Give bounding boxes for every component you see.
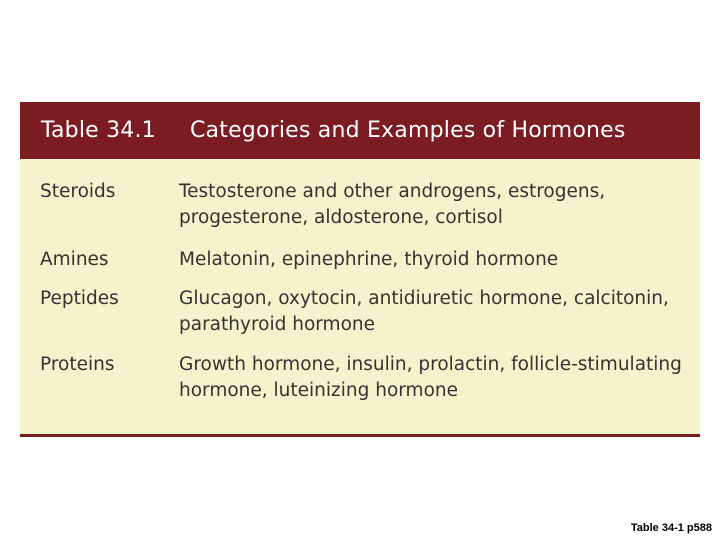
hormone-table [20, 102, 700, 437]
table-row-proteins [40, 352, 694, 404]
row-examples: Testosterone and other androgens, estrogens, progesterone, aldosterone, cortisol [179, 181, 606, 228]
table-header [20, 102, 700, 159]
slide-caption: Table 34-1 p588 [630, 522, 712, 534]
row-category: Proteins [40, 354, 115, 375]
row-category: Amines [40, 249, 109, 270]
row-category: Steroids [40, 181, 116, 202]
table-row-peptides [40, 286, 694, 338]
row-category: Peptides [40, 288, 119, 309]
row-examples: Growth hormone, insulin, prolactin, follicle-stimulating hormone, luteinizing hormone [179, 354, 682, 401]
row-examples: Glucagon, oxytocin, antidiuretic hormone, calcitonin, parathyroid hormone [179, 288, 669, 335]
table-number: Table 34.1 [41, 118, 156, 143]
table-title: Categories and Examples of Hormones [190, 118, 626, 143]
table-row-amines [40, 247, 694, 273]
table-row-steroids [40, 179, 694, 231]
row-examples: Melatonin, epinephrine, thyroid hormone [179, 249, 559, 270]
